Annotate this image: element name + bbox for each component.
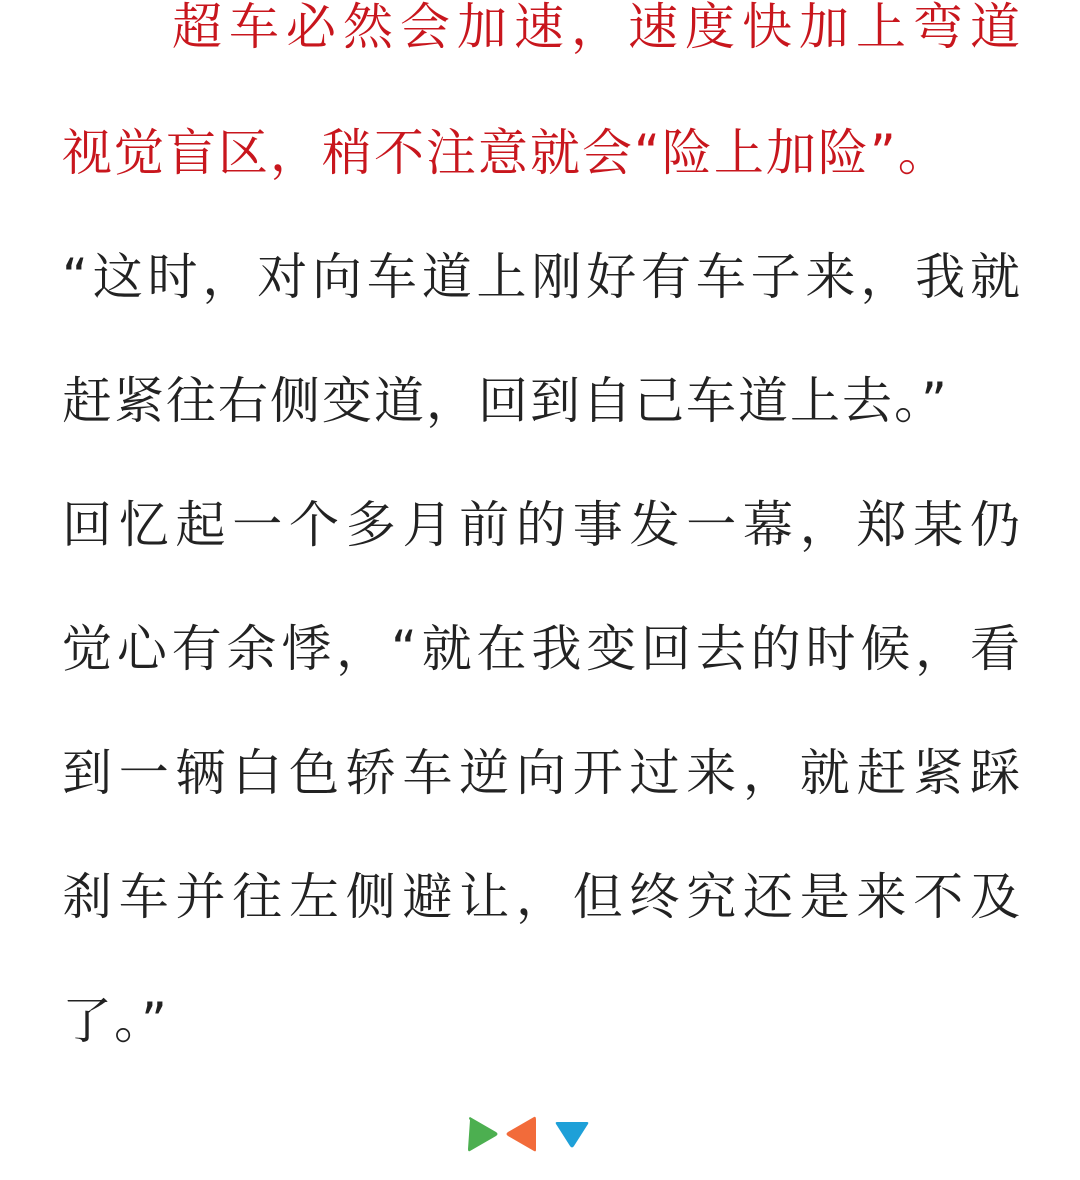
text-line: 赶紧往右侧变道，回到自己车道上去。” — [62, 372, 949, 430]
text-line: 超车必然会加速，速度快加上弯道 — [172, 0, 1022, 56]
text-line: 视觉盲区，稍不注意就会“险上加险”。 — [62, 124, 950, 182]
text-line: 刹车并往左侧避让，但终究还是来不及 — [62, 868, 1022, 926]
section-divider — [462, 1114, 592, 1158]
divider-icons-svg — [462, 1114, 592, 1158]
text-line: 回忆起一个多月前的事发一幕，郑某仍 — [62, 496, 1022, 554]
blue-down-icon — [556, 1122, 589, 1148]
text-line: 到一辆白色轿车逆向开过来，就赶紧踩 — [62, 744, 1022, 802]
text-line: 了。” — [62, 992, 169, 1050]
orange-back-icon — [507, 1117, 537, 1152]
text-line: 觉心有余悸，“就在我变回去的时候，看 — [62, 620, 1022, 678]
text-line: “这时，对向车道上刚好有车子来，我就 — [62, 248, 1022, 306]
green-play-icon — [468, 1117, 498, 1151]
